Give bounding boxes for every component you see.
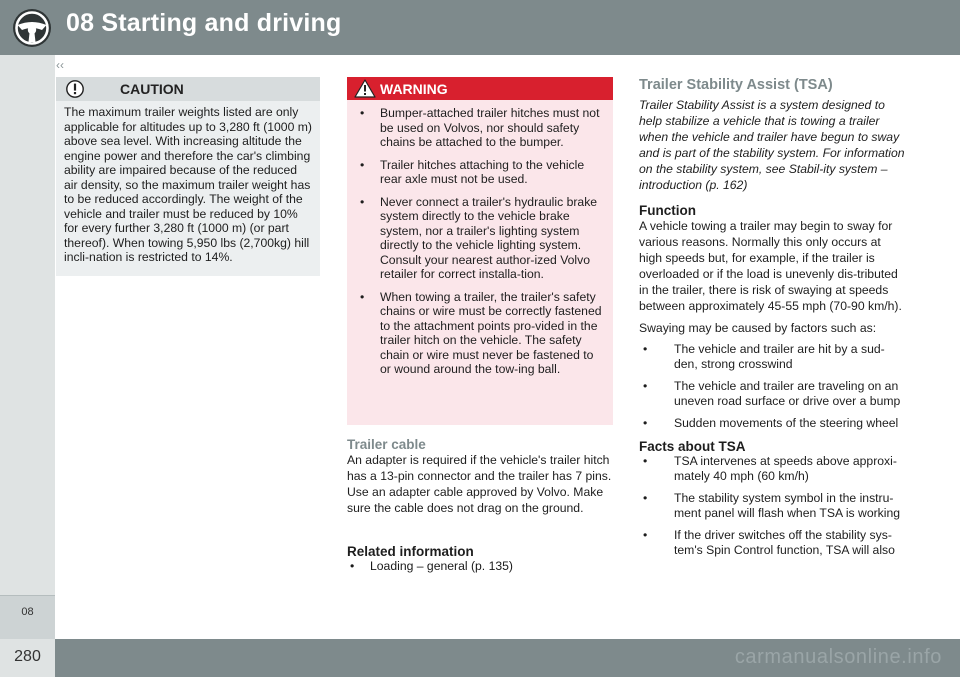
warning-title: WARNING [380, 81, 448, 97]
caution-text: The maximum trailer weights listed are only applicable for altitudes up to 3,280 ft (1000 m) above sea level. With increasing altitude the engine power and therefore the car's climbing ability are impaired because of the reduced air density, so the maximum trailer weight has to be reduced accordingly. The weight of the vehicle and trailer must be reduced by 10% for every further 3,280 ft (1000 m) (or part thereof). When towing 5,950 lbs (2,700kg) hill incli-nation is restricted to 14%. [64, 105, 312, 264]
bullet: • [360, 106, 365, 120]
tsa-section [639, 77, 907, 566]
warning-item-text: When towing a trailer, the trailer's safety chains or wire must be correctly fastened to the attachment points pro-vided in the trailer hitch on the vehicle. The safety chain or wire must never be fastened to or wound around the tow-ing ball. [380, 289, 602, 376]
caution-header [56, 77, 320, 101]
sway-item-text: Sudden movements of the steering wheel [674, 416, 899, 430]
warning-item-text: Trailer hitches attaching to the vehicle rear axle must not be used. [380, 157, 585, 186]
bullet: • [643, 379, 648, 393]
bullet: • [643, 342, 648, 356]
list-item [639, 528, 907, 558]
bullet: • [643, 454, 648, 468]
chapter-title: 08 Starting and driving [66, 9, 342, 37]
function-text: A vehicle towing a trailer may begin to sway for various reasons. Normally this only occurs at high speeds but, for example, if the trailer is overloaded or if the load is unevenly dis-tributed in the trailer, there is risk of swaying at speeds between approximately 45-55 mph (70-90 km/h). [639, 219, 902, 313]
trailer-cable-heading: Trailer cable [347, 437, 426, 452]
warning-triangle-icon [354, 79, 376, 98]
sway-intro-text: Swaying may be caused by factors such as: [639, 321, 877, 335]
steering-wheel-icon [12, 8, 52, 48]
list-item [357, 290, 603, 377]
page-number: 280 [14, 648, 41, 665]
list-item [357, 158, 603, 187]
trailer-cable-text: An adapter is required if the vehicle's trailer hitch has a 13-pin connector and the trailer has 7 pins. Use an adapter cable approved by Volvo. Make sure the cable does not drag on the ground. [347, 453, 612, 515]
caution-icon [66, 80, 84, 98]
caution-title: CAUTION [120, 81, 184, 97]
list-item [357, 106, 603, 150]
facts-list [639, 454, 907, 558]
list-item [639, 491, 907, 521]
bullet: • [643, 528, 648, 542]
tsa-intro-text: Trailer Stability Assist is a system designed to help stabilize a vehicle that is towing a trailer when the vehicle and trailer have begun to sway and is part of the stability system. For information on the stability system, see Stabil-ity system – introduction (p. 162) [639, 98, 905, 192]
bullet: • [360, 157, 365, 172]
caution-box [56, 77, 320, 276]
list-item [357, 195, 603, 282]
page-footer [0, 639, 960, 677]
list-item [639, 379, 907, 409]
list-item [639, 416, 907, 431]
facts-item-text: TSA intervenes at speeds above approxi-mately 40 mph (60 km/h) [674, 454, 897, 483]
related-info-heading: Related information [347, 544, 474, 559]
page-header [0, 0, 960, 55]
warning-box [347, 77, 613, 425]
bullet: • [643, 491, 648, 505]
watermark: carmanualsonline.info [734, 646, 942, 668]
list-item [639, 454, 907, 484]
facts-item-text: The stability system symbol in the instru-ment panel will flash when TSA is working [674, 491, 901, 520]
page-number-box [0, 639, 55, 677]
chapter-tab-label: 08 [21, 606, 34, 618]
warning-list [347, 100, 613, 377]
warning-item-text: Never connect a trailer's hydraulic brake system directly to the vehicle brake system, nor a trailer's lighting system directly to the vehicle lighting system. Consult your nearest author-ized Volvo retailer for correct installa-tion. [380, 194, 598, 281]
sway-item-text: The vehicle and trailer are traveling on an uneven road surface or drive over a bump [674, 379, 901, 408]
warning-item-text: Bumper-attached trailer hitches must not be used on Volvos, nor should safety chains be attached to the bumper. [380, 106, 600, 149]
sidebar [0, 55, 55, 617]
related-info-link[interactable] [347, 559, 617, 574]
related-info-link-text: Loading – general (p. 135) [370, 559, 513, 573]
bullet: • [350, 559, 355, 573]
bullet: • [360, 194, 365, 209]
bullet: • [643, 416, 648, 430]
facts-heading: Facts about TSA [639, 439, 746, 454]
list-item [639, 342, 907, 372]
tsa-heading: Trailer Stability Assist (TSA) [639, 77, 833, 93]
warning-header [347, 77, 613, 100]
facts-item-text: If the driver switches off the stability sys-tem's Spin Control function, TSA will also [674, 528, 895, 557]
back-nav-link[interactable]: ‹‹ [56, 58, 64, 72]
sway-item-text: The vehicle and trailer are hit by a sud-den, strong crosswind [674, 342, 885, 371]
bullet: • [360, 289, 365, 304]
sway-factors-list [639, 342, 907, 431]
function-heading: Function [639, 203, 696, 218]
